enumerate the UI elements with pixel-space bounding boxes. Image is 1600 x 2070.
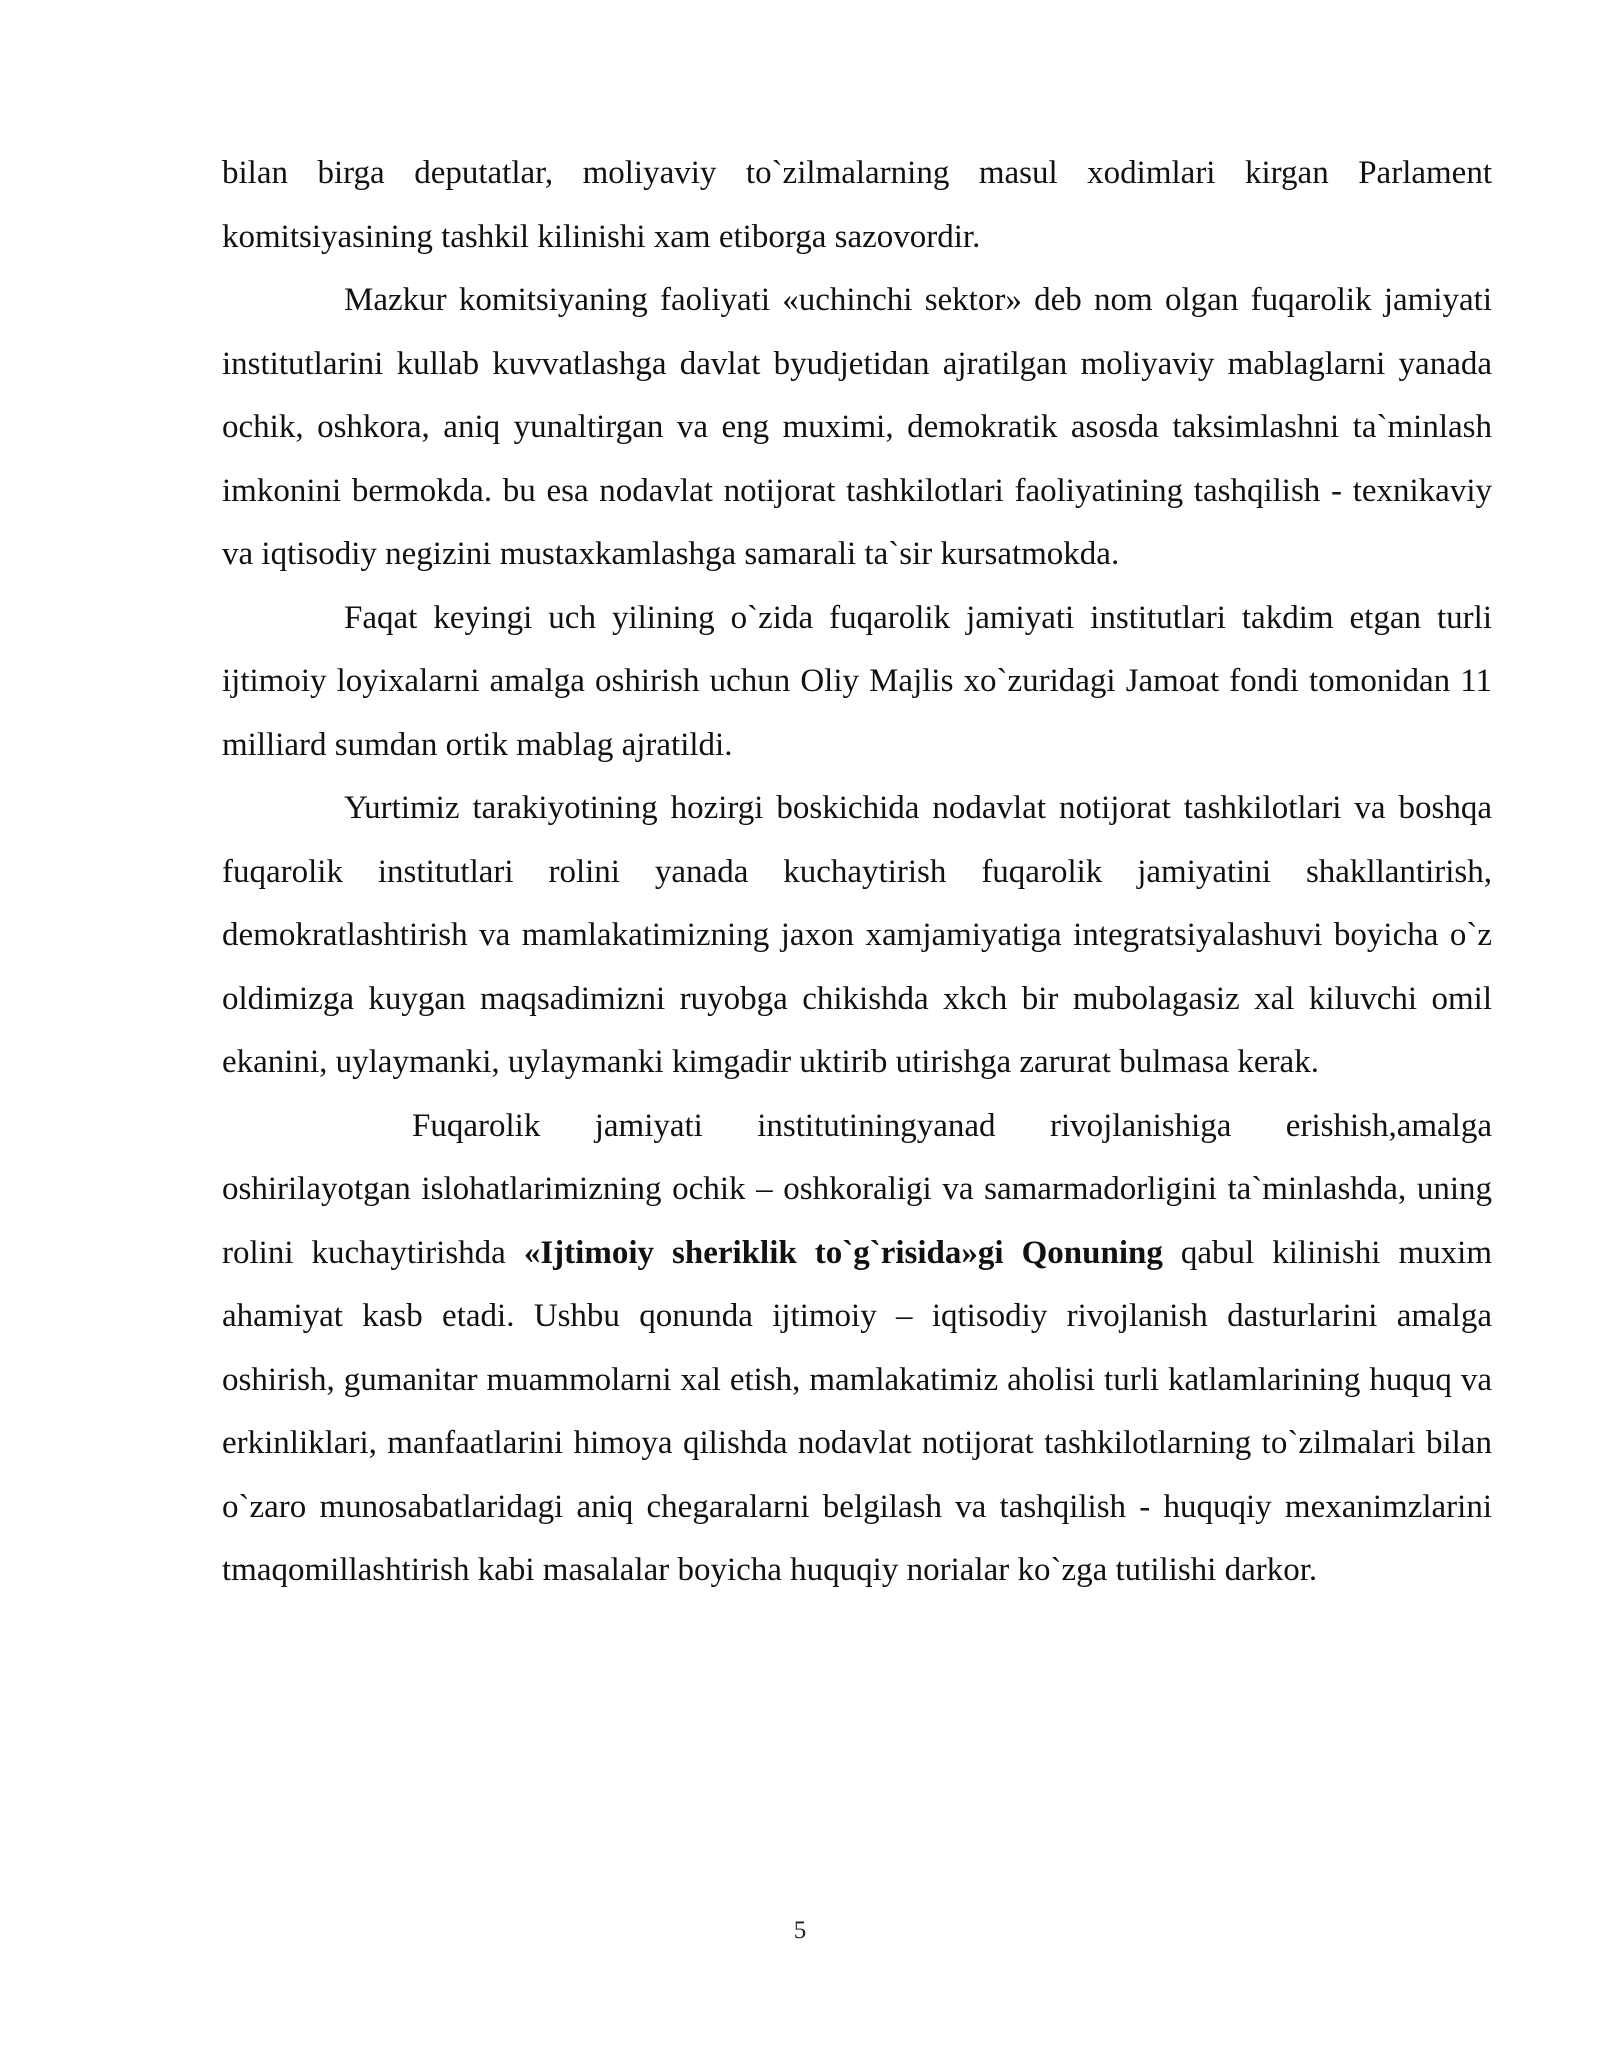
law-title-bold: «Ijtimoiy sheriklik to`g`risida»gi Qonuning [523,1234,1163,1271]
page-number: 5 [793,1917,807,1944]
paragraph-2: Mazkur komitsiyaning faoliyati «uchinchi sektor» deb nom olgan fuqarolik jamiyati institutlarini kullab kuvvatlashga davlat byudjetidan ajratilgan moliyaviy mablaglarni yanada ochik, oshkora, aniq yunaltirgan va eng muximi, demokratik asosda taksimlashni ta`minlash imkonini bermokda. bu esa nodavlat notijorat tashkilotlari faoliyatining tashqilish - texnikaviy va iqtisodiy negizini mustaxkamlashga samarali ta`sir kursatmokda. [222,282,1492,572]
paragraph-5-text-before: Fuqarolik jamiyati institutiningyanad rivojlanishiga erishish,amalga oshirilayotgan islohatlarimizning ochik – oshkoraligi va samarmadorligini ta`minlashda, uning rolini kuchaytirishda [222,1107,1492,1271]
paragraph-5-text-after: qabul kilinishi muxim ahamiyat kasb etadi. Ushbu qonunda ijtimoiy – iqtisodiy rivojlanish dasturlarini amalga oshirish, gumanitar muammolarni xal etish, mamlakatimiz aholisi turli katlamlarining huquq va erkinliklari, manfaatlarini himoya qilishda nodavlat notijorat tashkilotlarning to`zilmalari bilan o`zaro munosabatlaridagi aniq chegaralarni belgilash va tashqilish - huquqiy mexanimzlarini tmaqomillashtirish kabi masalalar boyicha huquqiy norialar ko`zga tutilishi darkor. [222,1234,1492,1588]
paragraph-3: Faqat keyingi uch yilining o`zida fuqarolik jamiyati institutlari takdim etgan turli ijtimoiy loyixalarni amalga oshirish uchun Oliy Majlis xo`zuridagi Jamoat fondi tomonidan 11 milliard sumdan ortik mablag ajratildi. [222,599,1492,763]
paragraph-5 [222,1095,1492,1603]
paragraph-1: bilan birga deputatlar, moliyaviy to`zilmalarning masul xodimlari kirgan Parlament komitsiyasining tashkil kilinishi xam etiborga sazovordir. [222,155,1492,255]
paragraph-4: Yurtimiz tarakiyotining hozirgi boskichida nodavlat notijorat tashkilotlari va boshqa fuqarolik institutlari rolini yanada kuchaytirish fuqarolik jamiyatini shakllantirish, demokratlashtirish va mamlakatimizning jaxon xamjamiyatiga integratsiyalashuvi boyicha o`z oldimizga kuygan maqsadimizni ruyobga chikishda xkch bir mubolagasiz xal kiluvchi omil ekanini, uylaymanki, uylaymanki kimgadir uktirib utirishga zarurat bulmasa kerak. [222,790,1492,1080]
document-body [222,142,1492,1603]
